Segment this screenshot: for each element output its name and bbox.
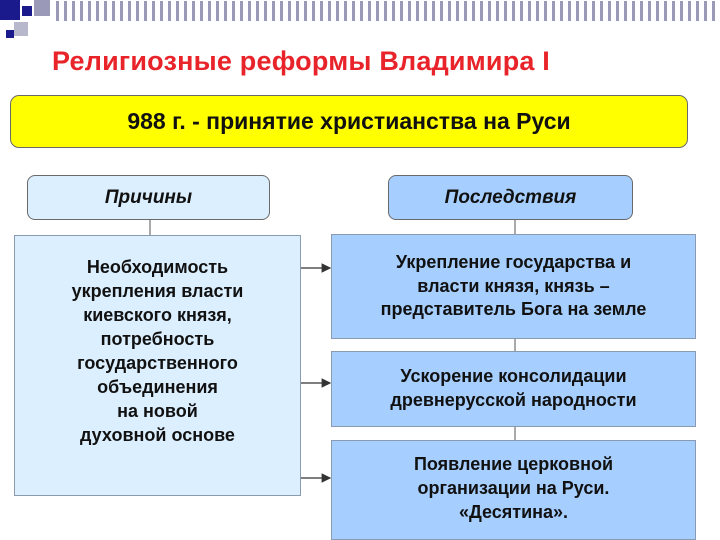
causes-header-label: Причины	[104, 186, 193, 208]
consequence-box-3	[331, 440, 696, 540]
consequence-box-1	[331, 234, 696, 339]
consequences-header	[388, 175, 633, 220]
consequence-text-1: Укрепление государства и власти князя, князь – представитель Бога на земле	[380, 251, 647, 320]
banner-text: 988 г. - принятие христианства на Руси	[127, 108, 571, 134]
consequence-box-2	[331, 351, 696, 427]
causes-header	[27, 175, 270, 220]
page-title: Религиозные реформы Владимира I	[52, 46, 551, 76]
consequence-text-2: Ускорение консолидации древнерусской народности	[390, 366, 637, 410]
consequence-text-3: Появление церковной организации на Руси. «Десятина».	[413, 454, 614, 522]
consequences-header-label: Последствия	[444, 186, 577, 208]
causes-box	[14, 235, 301, 496]
causes-text: Необходимость укрепления власти киевского князя, потребность государственного объединения на новой духовной основе	[71, 257, 244, 445]
